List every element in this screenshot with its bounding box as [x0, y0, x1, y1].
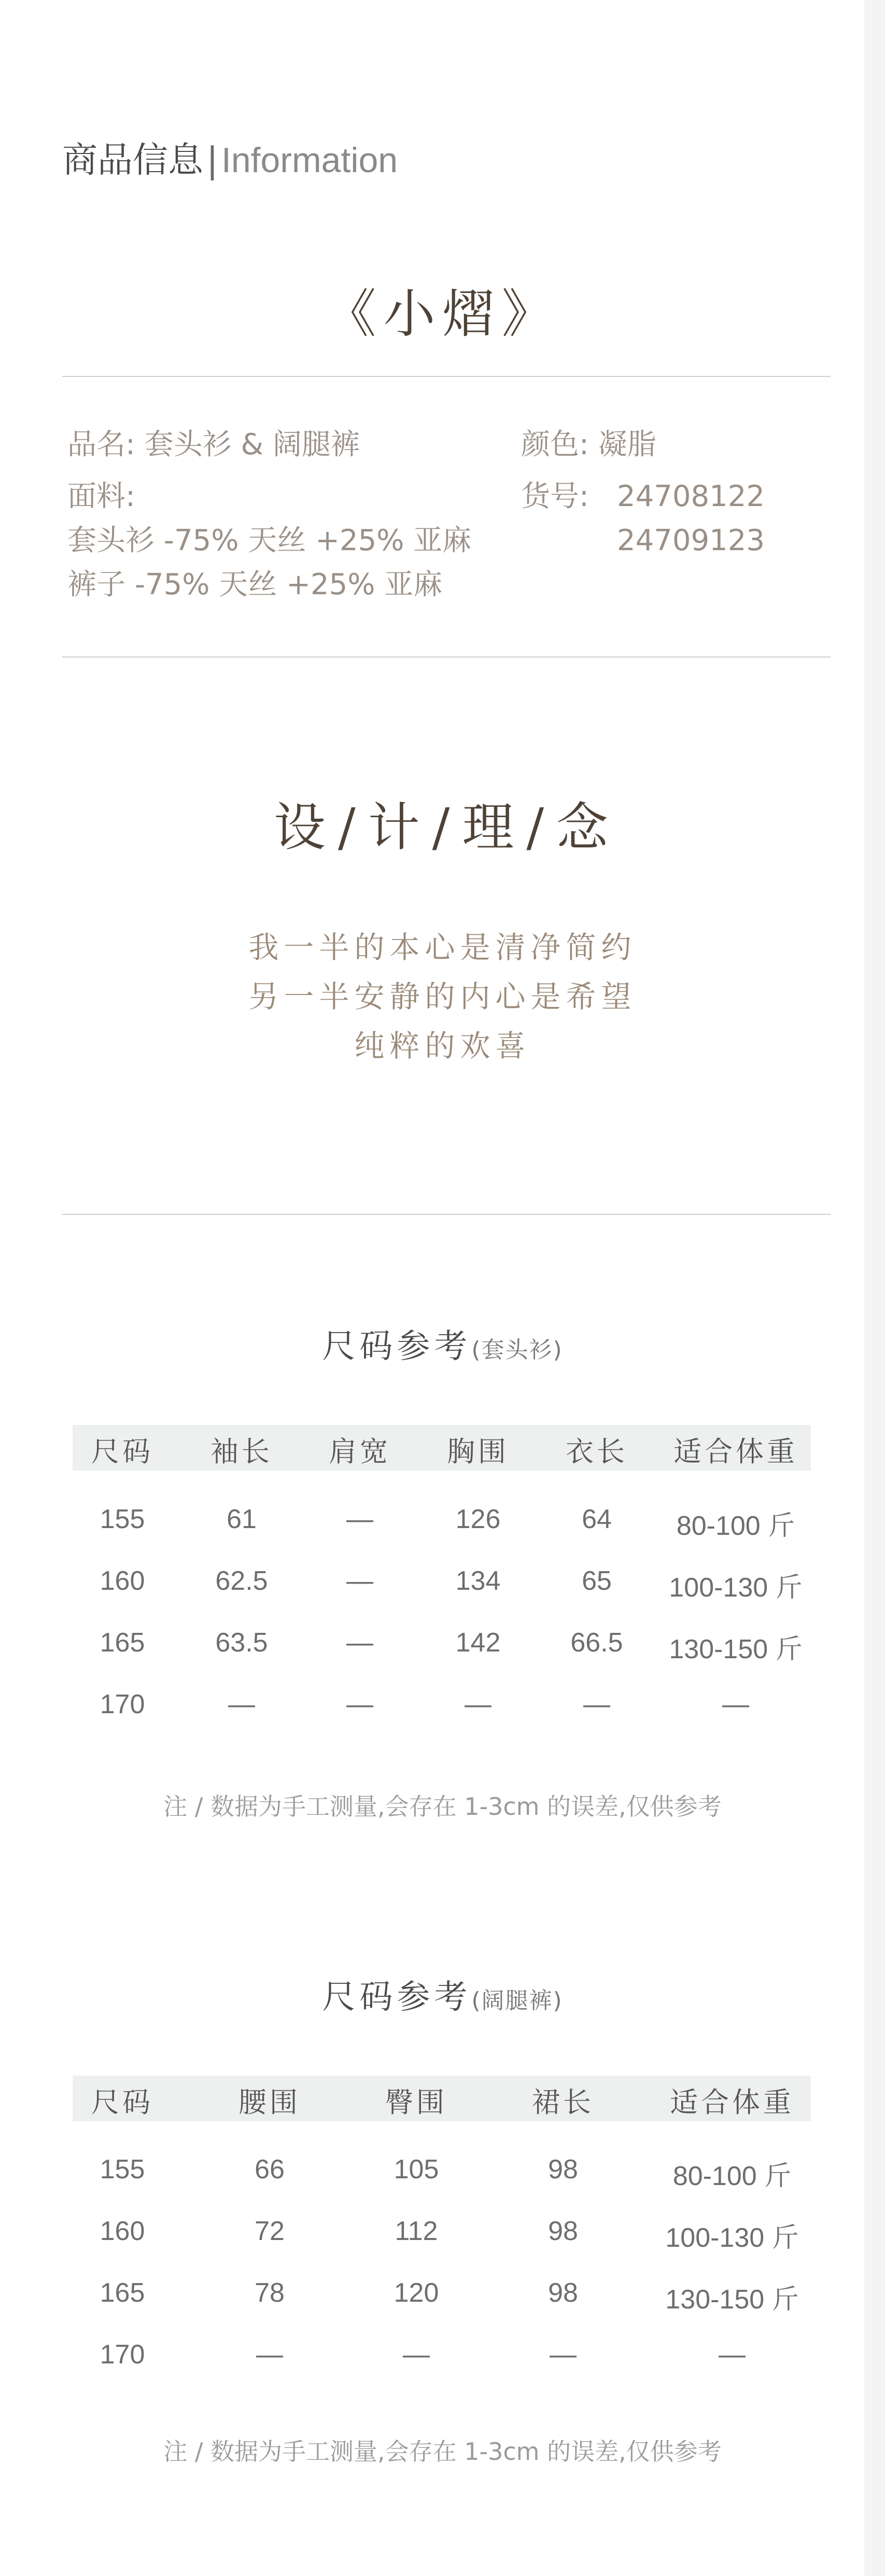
sku-value: 24708122	[617, 480, 765, 513]
size-table-cell: 72	[255, 2216, 285, 2246]
color-row	[521, 419, 656, 471]
size-table-cell: 66	[255, 2154, 285, 2185]
divider	[62, 656, 831, 657]
size-table-cell: —	[346, 1689, 373, 1719]
size-table-cell: 134	[455, 1566, 501, 1596]
size-table-cell: —	[256, 2340, 283, 2370]
product-name-value: 套头衫 & 阔腿裤	[144, 428, 360, 461]
size-table-cell: —	[722, 1689, 749, 1719]
size-table-cell: 105	[394, 2154, 439, 2185]
concept-text	[0, 923, 885, 1071]
concept-line: 我一半的本心是清净简约	[248, 930, 637, 965]
size-table-cell: 165	[100, 2278, 145, 2308]
size-table-cell: 63.5	[215, 1628, 268, 1658]
size-table-cell: 78	[255, 2278, 285, 2308]
size-table-cell: 170	[100, 2340, 145, 2370]
size-table-header-cell: 臀围	[385, 2086, 447, 2119]
divider	[62, 1214, 831, 1215]
size-table-cell: —	[346, 1566, 373, 1596]
size-table-cell: —	[550, 2340, 577, 2370]
fabric-label: 面料:	[67, 480, 135, 513]
divider	[62, 376, 831, 377]
size-chart-subtitle: (阔腿裤)	[471, 1987, 563, 2014]
size-chart-title-top	[0, 1320, 885, 1367]
size-table-cell: 160	[100, 1566, 145, 1596]
size-table-header-cell: 裙长	[532, 2086, 594, 2119]
sku-value: 24709123	[617, 524, 765, 557]
size-chart-subtitle: (套头衫)	[471, 1337, 563, 1363]
size-table-cell: 65	[582, 1566, 612, 1596]
size-table-cell: 155	[100, 1504, 145, 1534]
size-note-pants: 注 / 数据为手工测量,会存在 1-3cm 的误差,仅供参考	[163, 2438, 722, 2466]
size-table-header-cell: 尺码	[91, 1435, 153, 1468]
concept-title	[0, 786, 885, 860]
concept-slash: /	[338, 797, 359, 858]
size-table-cell: —	[346, 1504, 373, 1534]
section-header-en: Information	[221, 141, 398, 180]
size-table-cell: 80-100 斤	[672, 2161, 792, 2191]
size-table-cell: 130-150 斤	[669, 1634, 803, 1664]
size-note-top: 注 / 数据为手工测量,会存在 1-3cm 的误差,仅供参考	[163, 1793, 722, 1821]
size-table-cell: 98	[548, 2278, 578, 2308]
size-table-header-cell: 尺码	[91, 2086, 153, 2119]
color-label: 颜色:	[521, 428, 589, 461]
size-table-header-cell: 腰围	[238, 2086, 301, 2119]
size-table-cell: 126	[455, 1504, 501, 1534]
size-table-cell: 80-100 斤	[676, 1511, 795, 1541]
size-chart-title: 尺码参考	[322, 1978, 472, 2017]
size-table-cell: 165	[100, 1628, 145, 1658]
product-title: 《小熠》	[324, 284, 561, 344]
size-table-header-cell: 袖长	[210, 1435, 273, 1468]
size-table-cell: 100-130 斤	[669, 1573, 803, 1603]
concept-char: 理	[462, 797, 517, 858]
size-table-cell: 66.5	[570, 1628, 623, 1658]
size-chart-title-pants	[0, 1970, 885, 2018]
size-table-cell: —	[228, 1689, 255, 1719]
size-chart-title: 尺码参考	[322, 1327, 472, 1366]
color-value: 凝脂	[598, 428, 656, 461]
size-table-cell: 120	[394, 2278, 439, 2308]
size-table-cell: 112	[395, 2216, 438, 2246]
size-table-cell: —	[346, 1628, 373, 1658]
fabric-pants: 裤子 -75% 天丝 +25% 亚麻	[67, 568, 443, 601]
product-name-row	[67, 419, 360, 471]
size-table-header-cell: 肩宽	[329, 1435, 391, 1468]
concept-char: 念	[556, 797, 612, 858]
fabric-top: 套头衫 -75% 天丝 +25% 亚麻	[67, 524, 472, 557]
concept-line: 另一半安静的内心是希望	[248, 979, 637, 1014]
concept-char: 设	[273, 797, 329, 858]
concept-line: 纯粹的欢喜	[354, 1028, 531, 1063]
size-table-cell: —	[583, 1689, 610, 1719]
concept-slash: /	[526, 797, 547, 858]
size-table-header-cell: 适合体重	[673, 1435, 798, 1468]
product-name-label: 品名:	[67, 428, 135, 461]
sku-label: 货号:	[521, 480, 589, 513]
size-table-header-cell: 衣长	[566, 1435, 628, 1468]
size-table-cell: 100-130 斤	[665, 2223, 799, 2253]
size-table-cell: 130-150 斤	[665, 2285, 799, 2315]
size-table-cell: 155	[100, 2154, 145, 2185]
section-header	[62, 132, 398, 183]
size-table-cell: 62.5	[215, 1566, 268, 1596]
size-table-header-cell: 胸围	[447, 1435, 509, 1468]
size-table-cell: —	[403, 2340, 430, 2370]
size-table-cell: 142	[455, 1628, 501, 1658]
concept-char: 计	[368, 797, 423, 858]
concept-slash: /	[432, 797, 453, 858]
size-table-cell: 98	[548, 2216, 578, 2246]
size-table-cell: 170	[100, 1689, 145, 1719]
size-table-header-cell: 适合体重	[670, 2086, 794, 2119]
size-table-cell: 160	[100, 2216, 145, 2246]
section-header-separator: |	[206, 140, 218, 181]
size-table-cell: —	[465, 1689, 491, 1719]
section-header-cn: 商品信息	[62, 140, 204, 181]
size-table-cell: 98	[548, 2154, 578, 2185]
scrollbar-track[interactable]	[864, 0, 885, 2576]
size-table-cell: —	[719, 2340, 746, 2370]
size-table-cell: 61	[227, 1504, 257, 1534]
size-table-cell: 64	[582, 1504, 612, 1534]
